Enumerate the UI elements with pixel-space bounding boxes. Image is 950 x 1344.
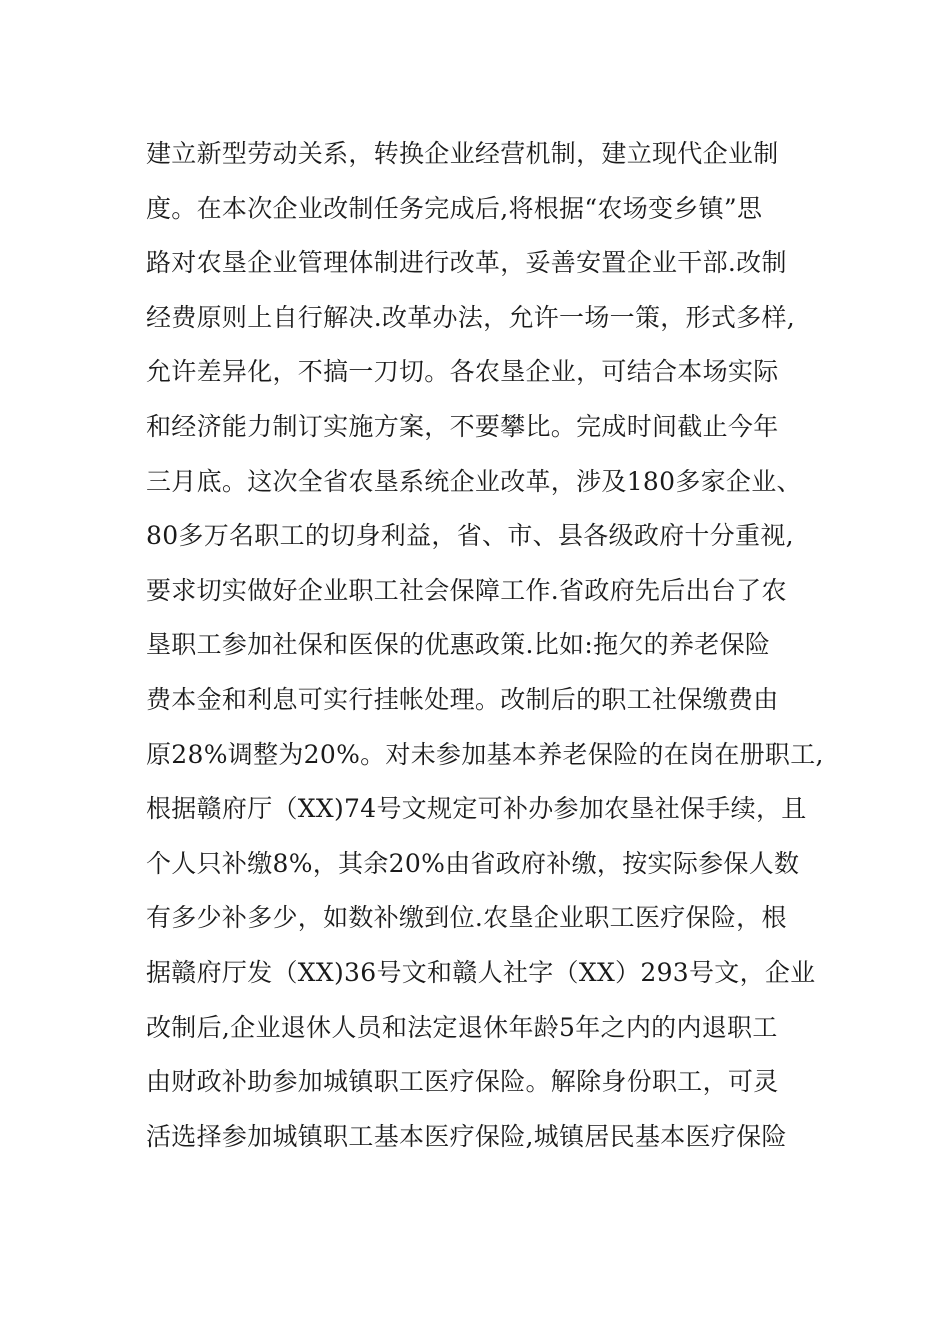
text-line: 费本金和利息可实行挂帐处理。改制后的职工社保缴费由 bbox=[146, 684, 779, 714]
text-line: 改制后,企业退休人员和法定退休年龄5年之内的内退职工 bbox=[146, 1012, 778, 1042]
text-line: 垦职工参加社保和医保的优惠政策.比如:拖欠的养老保险 bbox=[146, 630, 771, 660]
text-line: 有多少补多少，如数补缴到位.农垦企业职工医疗保险，根 bbox=[146, 903, 787, 933]
text-line: 和经济能力制订实施方案，不要攀比。完成时间截止今年 bbox=[146, 411, 779, 441]
text-line: 路对农垦企业管理体制进行改革，妥善安置企业干部.改制 bbox=[146, 248, 787, 278]
text-line: 个人只补缴8%，其余20%由省政府补缴，按实际参保人数 bbox=[146, 848, 800, 878]
text-line: 据赣府厅发（XX)36号文和赣人社字（XX）293号文，企业 bbox=[146, 957, 816, 987]
text-line: 经费原则上自行解决.改革办法，允许一场一策，形式多样, bbox=[146, 302, 795, 332]
text-line: 要求切实做好企业职工社会保障工作.省政府先后出台了农 bbox=[146, 575, 787, 605]
text-line: 活选择参加城镇职工基本医疗保险,城镇居民基本医疗保险 bbox=[146, 1121, 787, 1151]
text-line: 度。在本次企业改制任务完成后,将根据“农场变乡镇”思 bbox=[146, 193, 763, 223]
text-line: 80多万名职工的切身利益，省、市、县各级政府十分重视, bbox=[146, 521, 794, 551]
text-line: 建立新型劳动关系，转换企业经营机制，建立现代企业制 bbox=[146, 139, 779, 168]
text-line: 三月底。这次全省农垦系统企业改革，涉及180多家企业、 bbox=[146, 466, 802, 496]
text-line: 根据赣府厅（XX)74号文规定可补办参加农垦社保手续，且 bbox=[146, 794, 807, 824]
text-line: 允许差异化，不搞一刀切。各农垦企业，可结合本场实际 bbox=[146, 357, 779, 387]
text-line: 由财政补助参加城镇职工医疗保险。解除身份职工，可灵 bbox=[146, 1067, 779, 1097]
body-text bbox=[146, 127, 846, 1164]
text-line: 原28%调整为20%。对未参加基本养老保险的在岗在册职工, bbox=[146, 739, 824, 769]
